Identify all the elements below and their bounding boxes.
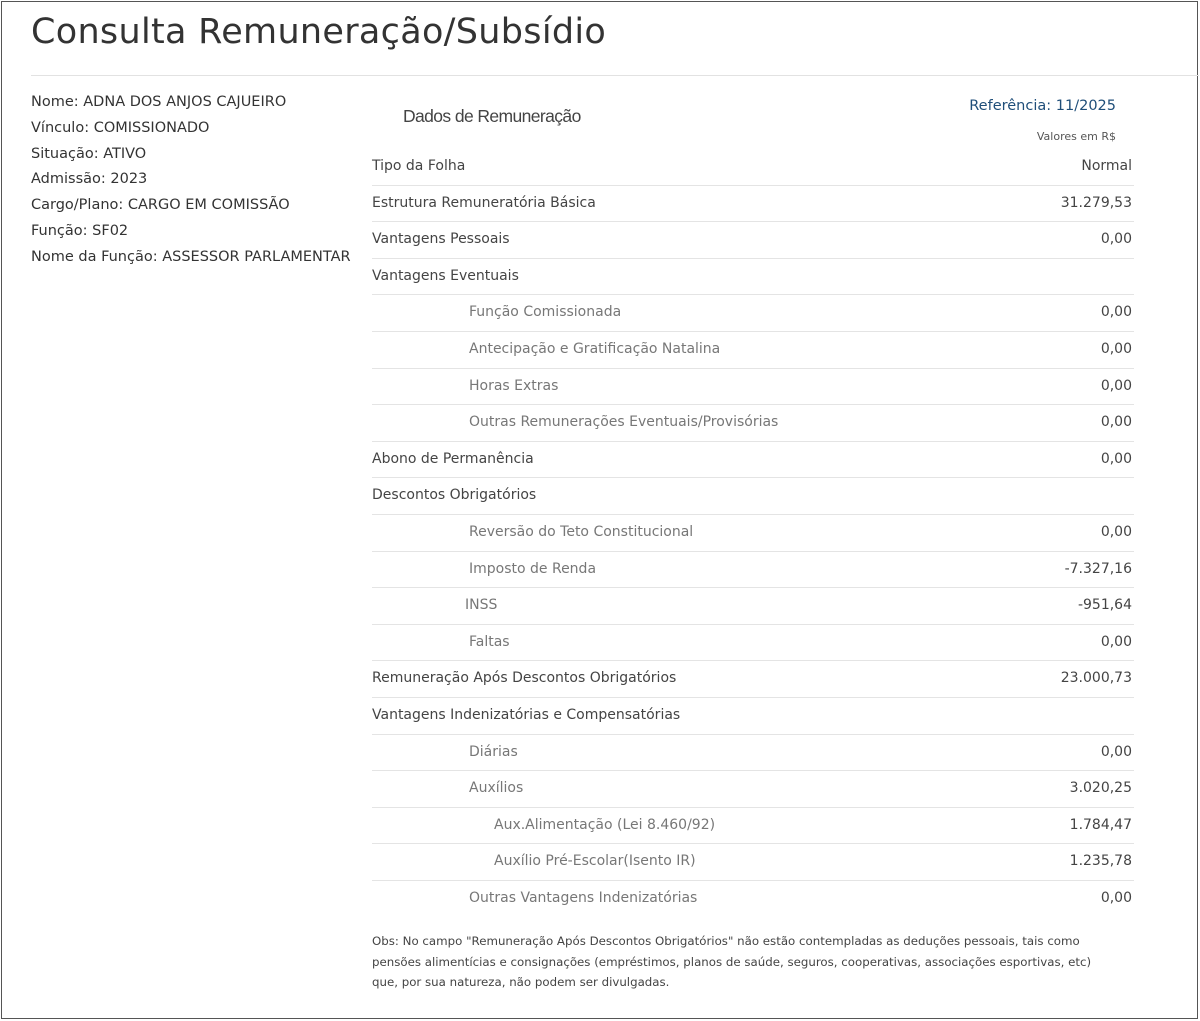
remuneration-table — [372, 149, 1134, 917]
row-label: Remuneração Após Descontos Obrigatórios — [372, 670, 677, 687]
currency-note: Valores em R$ — [1036, 130, 1116, 143]
servant-bond: Vínculo: COMISSIONADO — [31, 119, 210, 136]
row-value: 0,00 — [1100, 743, 1132, 760]
row-value: 1.235,78 — [1069, 853, 1132, 870]
row-label: Outras Vantagens Indenizatórias — [469, 889, 698, 906]
row-value: 0,00 — [1100, 231, 1132, 248]
row-label: Faltas — [469, 633, 510, 650]
servant-function: Função: SF02 — [31, 222, 129, 239]
row-label: Reversão do Teto Constitucional — [469, 523, 694, 540]
table-row — [372, 844, 1134, 881]
table-row — [372, 661, 1134, 698]
title-divider — [31, 75, 1199, 76]
table-group-heading — [372, 259, 1134, 296]
table-row — [372, 149, 1134, 186]
page-title: Consulta Remuneração/Subsídio — [31, 12, 607, 52]
servant-info-panel — [31, 90, 361, 271]
table-row — [372, 222, 1134, 259]
row-value: 0,00 — [1100, 633, 1132, 650]
row-value: 0,00 — [1100, 523, 1132, 540]
row-value: 0,00 — [1100, 377, 1132, 394]
table-row — [372, 808, 1134, 845]
table-row — [372, 625, 1134, 662]
row-value: 0,00 — [1100, 889, 1132, 906]
table-row — [372, 369, 1134, 406]
table-row — [372, 881, 1134, 918]
row-label: Imposto de Renda — [469, 560, 597, 577]
table-row — [372, 735, 1134, 772]
row-value: 0,00 — [1100, 304, 1132, 321]
row-label: Auxílios — [469, 780, 524, 797]
reference-period: Referência: 11/2025 — [969, 98, 1116, 114]
servant-function-name: Nome da Função: ASSESSOR PARLAMENTAR — [31, 248, 351, 265]
row-label: Vantagens Indenizatórias e Compensatórias — [372, 706, 681, 723]
row-value: Normal — [1081, 158, 1132, 174]
table-row — [372, 186, 1134, 223]
table-row — [372, 442, 1134, 479]
row-value: 23.000,73 — [1060, 670, 1132, 687]
row-label: Diárias — [469, 743, 518, 760]
row-label: Abono de Permanência — [372, 450, 534, 467]
row-label: Vantagens Eventuais — [372, 267, 519, 284]
row-value: 0,00 — [1100, 340, 1132, 357]
row-label: INSS — [465, 597, 498, 614]
row-value: 3.020,25 — [1069, 780, 1132, 797]
observation-note: Obs: No campo "Remuneração Após Descontos Obrigatórios" não estão contempladas as deduções pessoais, tais como pensões alimentícias e consignações (empréstimos, planos de saúde, seguros, cooperativas, associações esportivas, etc) que, por sua natureza, não podem ser divulgadas. — [372, 934, 1092, 989]
row-value: 0,00 — [1100, 414, 1132, 431]
row-label: Função Comissionada — [469, 304, 622, 321]
row-label: Tipo da Folha — [372, 158, 466, 174]
table-row — [372, 332, 1134, 369]
table-row — [372, 515, 1134, 552]
row-value: 0,00 — [1100, 450, 1132, 467]
table-group-heading — [372, 478, 1134, 515]
table-group-heading — [372, 698, 1134, 735]
table-row — [372, 771, 1134, 808]
row-value: 1.784,47 — [1069, 816, 1132, 833]
row-label: Aux.Alimentação (Lei 8.460/92) — [494, 816, 716, 833]
row-label: Descontos Obrigatórios — [372, 487, 537, 504]
servant-position: Cargo/Plano: CARGO EM COMISSÃO — [31, 197, 290, 214]
row-value: 31.279,53 — [1060, 194, 1132, 211]
row-label: Antecipação e Gratificação Natalina — [469, 340, 721, 357]
row-value: -951,64 — [1077, 597, 1132, 614]
table-row — [372, 295, 1134, 332]
row-value: -7.327,16 — [1064, 560, 1132, 577]
row-label: Estrutura Remuneratória Básica — [372, 194, 596, 211]
section-title: Dados de Remuneração — [403, 106, 581, 126]
page-frame — [1, 1, 1198, 1019]
servant-status: Situação: ATIVO — [31, 145, 147, 162]
row-label: Horas Extras — [469, 377, 559, 394]
servant-admission: Admissão: 2023 — [31, 171, 148, 188]
table-row — [372, 588, 1134, 625]
row-label: Vantagens Pessoais — [372, 231, 510, 248]
table-row — [372, 552, 1134, 589]
row-label: Outras Remunerações Eventuais/Provisórias — [469, 414, 779, 431]
row-label: Auxílio Pré-Escolar(Isento IR) — [494, 853, 696, 870]
table-row — [372, 405, 1134, 442]
servant-name: Nome: ADNA DOS ANJOS CAJUEIRO — [31, 94, 287, 110]
